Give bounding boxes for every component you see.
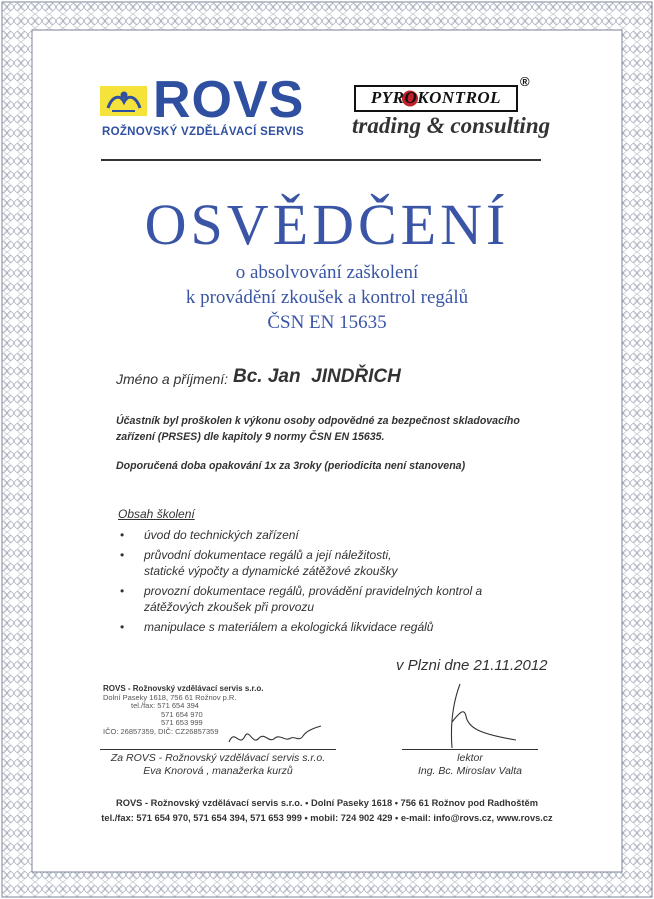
rovs-logo-mark xyxy=(100,86,147,116)
training-heading: Obsah školení xyxy=(118,507,195,521)
registered-mark: ® xyxy=(520,74,530,89)
right-signature-line xyxy=(402,749,538,750)
bullet: • xyxy=(120,583,125,598)
training-list xyxy=(118,527,548,638)
subtitle-line-3: ČSN EN 15635 xyxy=(267,312,387,333)
training-item: • provozní dokumentace regálů, provádění pravidelných kontrol a zátěžových zkoušek při provozu xyxy=(120,583,483,614)
subtitle-line-2: k provádění zkoušek a kontrol regálů xyxy=(185,287,469,308)
name-label: Jméno a příjmení: xyxy=(116,371,229,387)
company-stamp: ROVS - Rožnovský vzdělávací servis s.r.o. Dolní Paseky 1618, 756 61 Rožnov p.R. tel./fax: 571 654 394 571 654 970 571 653 999 IČO: 26857359, DIČ: CZ26857359 xyxy=(103,684,264,736)
left-signature-caption: Za ROVS - Rožnovský vzdělávací servis s.r.o. Eva Knorová , manažerka kurzů xyxy=(110,752,326,777)
participant-name: Bc. Jan JINDŘICH xyxy=(233,366,401,387)
training-item: • průvodní dokumentace regálů a její náležitosti, statické výpočty a dynamické zátěžové zkoušky xyxy=(120,547,398,578)
right-signature xyxy=(430,682,520,752)
place-and-date: v Plzni dne 21.11.2012 xyxy=(396,657,548,674)
repetition-note: Doporučená doba opakování 1x za 3roky (periodicita není stanovena) xyxy=(116,460,466,472)
left-signature-line xyxy=(100,749,336,750)
subtitle-line-1: o absolvování zaškolení xyxy=(235,262,419,283)
pyrokontrol-logo-text: PYROKONTROL xyxy=(370,88,502,107)
header-divider xyxy=(101,159,541,161)
left-signature xyxy=(225,718,325,752)
qualification-statement xyxy=(116,413,556,445)
training-item: • manipulace s materiálem a ekologická likvidace regálů xyxy=(120,619,434,634)
bullet: • xyxy=(120,619,125,634)
rovs-logo-subtitle: ROŽNOVSKÝ VZDĚLÁVACÍ SERVIS xyxy=(102,126,304,138)
footer-contacts: tel./fax: 571 654 970, 571 654 394, 571 653 999 • mobil: 724 902 429 • e-mail: info@rovs.cz, www.rovs.cz xyxy=(101,813,553,823)
training-item: • úvod do technických zařízení xyxy=(120,528,299,542)
bullet: • xyxy=(120,528,125,542)
pyrokontrol-tagline: trading & consulting xyxy=(352,113,551,138)
bullet: • xyxy=(120,547,125,562)
right-signature-caption: lektor Ing. Bc. Miroslav Valta xyxy=(417,752,523,777)
qualification-line-2: zařízení (PRSES) dle kapitoly 9 normy ČSN EN 15635. xyxy=(116,431,385,443)
rovs-logo-text: ROVS xyxy=(153,71,305,129)
footer-address: ROVS - Rožnovský vzdělávací servis s.r.o. • Dolní Paseky 1618 • 756 61 Rožnov pod Radhoštěm xyxy=(116,798,538,808)
qualification-line-1: Účastník byl proškolen k výkonu osoby odpovědné za bezpečnost skladovacího xyxy=(116,415,520,427)
certificate-title: OSVĚDČENÍ xyxy=(144,192,510,257)
